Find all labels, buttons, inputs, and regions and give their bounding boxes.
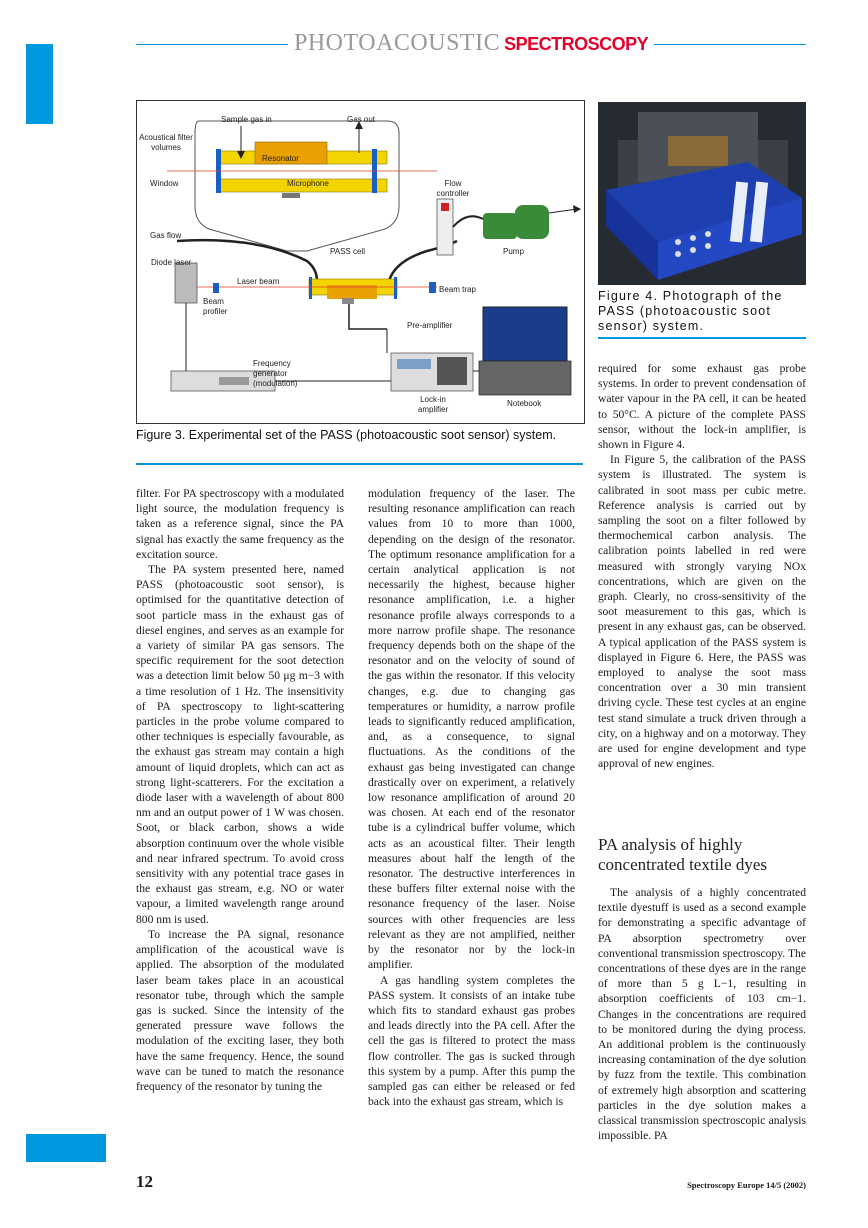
figure4-caption: Figure 4. Photograph of the PASS (photoacoustic soot sensor) system. <box>598 289 783 333</box>
text-column-2 <box>368 486 575 1109</box>
label-notebook: Notebook <box>507 399 542 408</box>
journal-reference: Spectroscopy Europe 14/5 (2002) <box>687 1180 806 1190</box>
label-beam-trap: Beam trap <box>439 285 476 294</box>
margin-tab-bottom <box>26 1134 106 1162</box>
figure3-diagram <box>136 100 585 424</box>
paragraph: In Figure 5, the calibration of the PASS system is illustrated. The system is calibrated in soot mass per cubic metre. Reference analysis is carried out by sampling the soot on a filter followed by thermochemical carbon analysis. The calibration points labelled in red were measured with strongly varying NOx concentrations, which are given on the graph. Clearly, no cross-sensitivity of the soot measurement to this gas, which is present in any exhaust gas, can be observed. A typical application of the PASS system is displayed in Figure 6. Here, the PASS was employed to analyse the soot mass concentration over a 30 min transient driving cycle. These test cycles at an engine test stand simulate a truck driven through a city, on a highway and on a motorway. They are used for engine development and type approval of new engines. <box>598 453 806 771</box>
paragraph: required for some exhaust gas probe systems. In order to prevent condensation of water vapour in the PA cell, it can be heated to 50°C. A picture of the complete PASS sensor, without the lock-in amplifier, is shown in Figure 4. <box>598 362 806 452</box>
label-flow-controller: Flow controller <box>436 179 470 198</box>
header-title-right: SPECTROSCOPY <box>504 34 649 54</box>
figure4-photo <box>598 102 806 285</box>
label-gas-out: Gas out <box>347 115 376 124</box>
header-rule-left <box>136 44 288 45</box>
paragraph: A gas handling system completes the PASS system. It consists of an intake tube which fits to standard exhaust gas probes and leads directly into the PA cell. After the cell the gas is filtered to protect the mass flow controller. The gas is sucked through this system by a pump. After this pump the sampled gas can either be released or fed back into the exhaust gas stream, which is <box>368 973 575 1109</box>
header-title-left: PHOTOACOUSTIC <box>294 30 501 56</box>
label-pass-cell: PASS cell <box>330 247 365 256</box>
label-diode-laser: Diode laser <box>151 258 192 267</box>
label-microphone: Microphone <box>287 179 329 188</box>
header-rule-right <box>654 44 806 45</box>
label-frequency-generator: Frequency generator (modulation) <box>253 359 298 388</box>
page-number: 12 <box>136 1172 153 1191</box>
figure4-drawing <box>598 102 806 285</box>
label-resonator: Resonator <box>262 154 299 163</box>
label-pre-amplifier: Pre-amplifier <box>407 321 453 330</box>
section-heading: PA analysis of highly concentrated textile dyes <box>598 835 767 874</box>
paragraph: filter. For PA spectroscopy with a modulated light source, the modulation frequency is taken as a reference signal, since the PA signal has exactly the same frequency as the excitation source. <box>136 487 344 561</box>
label-pump: Pump <box>503 247 524 256</box>
figure3-drawing <box>137 101 584 423</box>
text-column-1 <box>136 486 344 1094</box>
text-column-4 <box>598 885 806 1143</box>
label-lock-in-amplifier: Lock-in amplifier <box>417 395 449 414</box>
label-acoustical-filter: Acoustical filter volumes <box>139 133 193 152</box>
label-beam-profiler: Beam profiler <box>203 297 228 316</box>
label-gas-flow: Gas flow <box>150 231 182 240</box>
label-sample-gas-in: Sample gas in <box>221 115 272 124</box>
paragraph: The analysis of a highly concentrated textile dyestuff is used as a second example for demonstrating a specific advantage of PA absorption spectrometry over conventional transmission spectroscopy. The concentrations of these dyes are in the range of more than 5 g L−1, resulting in absorption coefficients of 103 cm−1. Changes in the concentrations are required to be monitored during the dying process. An additional problem is the continuously increasing contamination of the dye solution by fuzz from the textile. This combination of extremely high absorption and scattering particles in the dye solution makes a classical transmission spectroscopic analysis impossible. PA <box>598 886 806 1143</box>
label-laser-beam: Laser beam <box>237 277 280 286</box>
header-title <box>294 30 648 57</box>
paragraph: To increase the PA signal, resonance amplification of the acoustical wave is applied. The absorption of the modulated laser beam takes place in an acoustical resonator tube, through which the sample gas is sucked. Since the intensity of the generated pressure wave follows the modulation of the exciting laser, they both have the same frequency. Hence, the sound wave can be tuned to match the resonance frequency of the resonator by tuning the <box>136 927 344 1093</box>
text-column-3 <box>598 361 806 771</box>
figure3-caption: Figure 3. Experimental set of the PASS (photoacoustic soot sensor) system. <box>136 428 557 442</box>
paragraph: modulation frequency of the laser. The resulting resonance amplification can reach values from 10 to more than 1000, depending on the design of the resonator. The optimum resonance amplification for a certain analytical application is not necessarily the highest, because higher resonance amplification, i.e. a higher resonance profile always corresponds to a more narrow profile shape. The resonance frequency depends both on the shape of the resonator and on the velocity of sound of the gas within the resonator. If this velocity changes, e.g. due to changing gas temperatures or humidity, a narrow profile leads to significantly reduced amplification, and, as a consequence, to signal fluctuations. As the conditions of the exhaust gas being investigated can change drastically over on experiment, a relatively low resonance amplification of around 20 was chosen. At each end of the resonator tube is a cylindrical buffer volume, which acts as an acoustical filter. Their length measures about half the length of the resonator. The destructive interferences in these buffers filter external noise with the resonance frequency of the laser. Noise sources with other frequencies are less relevant as they are not amplified, neither by the resonator nor by the lock-in amplifier. <box>368 487 575 972</box>
page-header <box>136 30 806 60</box>
paragraph: The PA system presented here, named PASS (photoacoustic soot sensor), is optimised for the quantitative detection of soot particle mass in the exhaust gas of diesel engines, and serves as an example for a variety of similar PA gas sensors. The specific requirement for the soot detection was a detection limit below 50 μg m−3 with a time resolution of 1 Hz. The insensitivity of PA spectroscopy to light-scattering particles in the probe volume compared to other techniques is especially favourable, as the exhaust gas stream may contain a high amount of liquid droplets, which can act as strong light-scatterers. For the excitation a diode laser with a wavelength of about 800 nm and an output power of 1 W was chosen. Soot, or black carbon, shows a wide absorption continuum over the whole visible and near infrared spectrum. To avoid cross sensitivity with any potential trace gases in the exhaust gas stream, e.g. NO or water vapour, a limited wavelength range around 800 nm is used. <box>136 563 344 926</box>
margin-tab-top <box>26 44 53 124</box>
label-window: Window <box>150 179 179 188</box>
figure4-separator <box>598 337 806 339</box>
figure3-separator <box>136 463 583 465</box>
